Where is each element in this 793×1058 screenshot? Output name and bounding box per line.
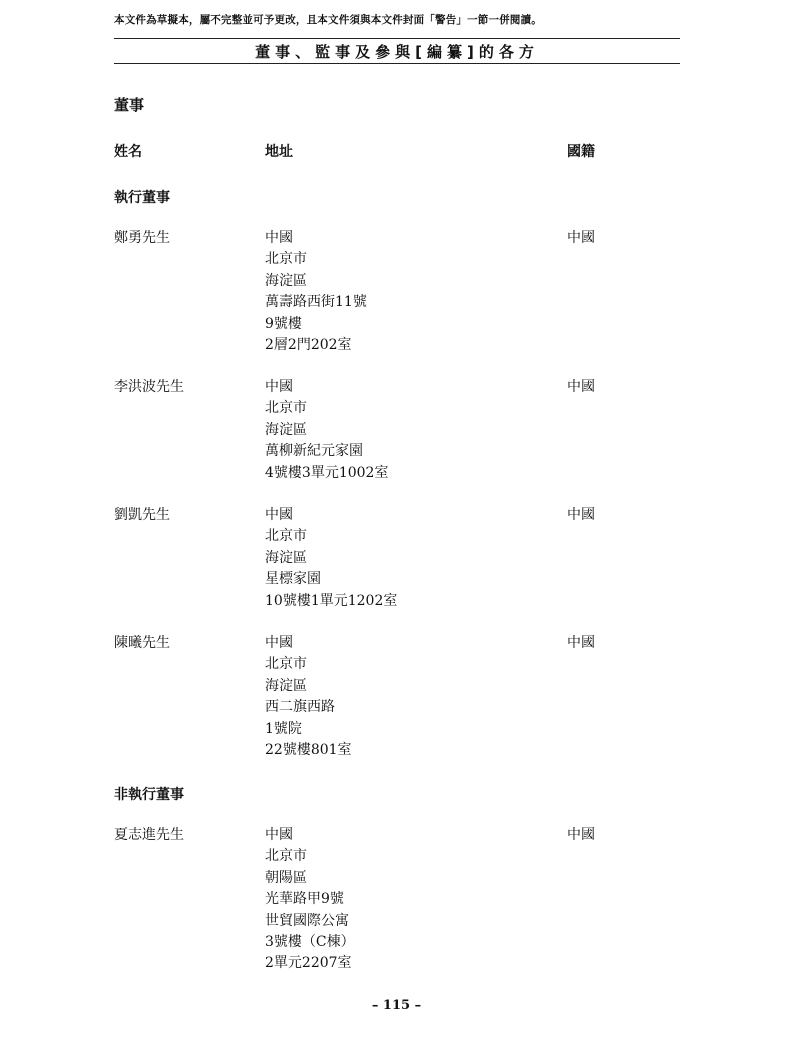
address-line: 海淀區: [265, 677, 307, 694]
director-address: [265, 505, 397, 612]
column-header-nationality: 國籍: [567, 144, 595, 160]
address-line: 中國: [265, 230, 293, 246]
address-line: 中國: [265, 379, 293, 395]
section-heading-directors: 董事: [114, 96, 145, 114]
director-nationality: 中國: [567, 379, 595, 395]
address-line: 1號院: [265, 720, 302, 737]
address-line: 2單元2207室: [265, 955, 352, 972]
address-line: 2層2門202室: [265, 336, 352, 353]
address-line: 北京市: [265, 528, 307, 545]
header-rule-bottom: [114, 63, 680, 64]
address-line: 中國: [265, 507, 293, 523]
director-name: 陳曦先生: [114, 635, 170, 651]
subheading-executive-directors: 執行董事: [114, 190, 170, 206]
address-line: 萬壽路西街11號: [265, 294, 367, 311]
column-header-name: 姓名: [114, 144, 142, 160]
address-line: 3號樓（C棟）: [265, 933, 355, 950]
address-line: 中國: [265, 827, 293, 843]
director-nationality: 中國: [567, 827, 595, 843]
address-line: 朝陽區: [265, 869, 307, 886]
address-line: 北京市: [265, 848, 307, 865]
director-nationality: 中國: [567, 507, 595, 523]
page-title: 董事、監事及參與[編纂]的各方: [255, 43, 539, 61]
address-line: 海淀區: [265, 421, 307, 438]
director-nationality: 中國: [567, 635, 595, 651]
director-name: 鄭勇先生: [114, 230, 170, 246]
page-number: – 115 –: [371, 998, 422, 1013]
header-rule-top: [114, 38, 680, 39]
director-address: [265, 228, 367, 356]
subheading-non-executive-directors: 非執行董事: [114, 787, 184, 803]
address-line: 萬柳新紀元家園: [265, 443, 363, 460]
director-name: 李洪波先生: [114, 379, 184, 395]
address-line: 光華路甲9號: [265, 891, 344, 908]
director-address: [265, 377, 388, 484]
address-line: 中國: [265, 635, 293, 651]
address-line: 10號樓1單元1202室: [265, 592, 398, 609]
address-line: 星標家園: [265, 571, 321, 588]
address-line: 海淀區: [265, 549, 307, 566]
director-address: [265, 825, 355, 975]
address-line: 北京市: [265, 251, 307, 268]
director-address: [265, 633, 352, 761]
column-header-address: 地址: [265, 144, 293, 160]
address-line: 北京市: [265, 400, 307, 417]
address-line: 西二旗西路: [265, 699, 335, 716]
address-line: 北京市: [265, 656, 307, 673]
director-nationality: 中國: [567, 230, 595, 246]
address-line: 4號樓3單元1002室: [265, 464, 389, 481]
draft-disclaimer: 本文件為草擬本，屬不完整並可予更改，且本文件須與本文件封面「警告」一節一併閱讀。: [114, 14, 542, 26]
address-line: 9號樓: [265, 315, 302, 332]
address-line: 22號樓801室: [265, 741, 352, 758]
director-name: 夏志進先生: [114, 827, 184, 843]
address-line: 世貿國際公寓: [265, 912, 349, 929]
address-line: 海淀區: [265, 272, 307, 289]
director-name: 劉凱先生: [114, 507, 170, 523]
